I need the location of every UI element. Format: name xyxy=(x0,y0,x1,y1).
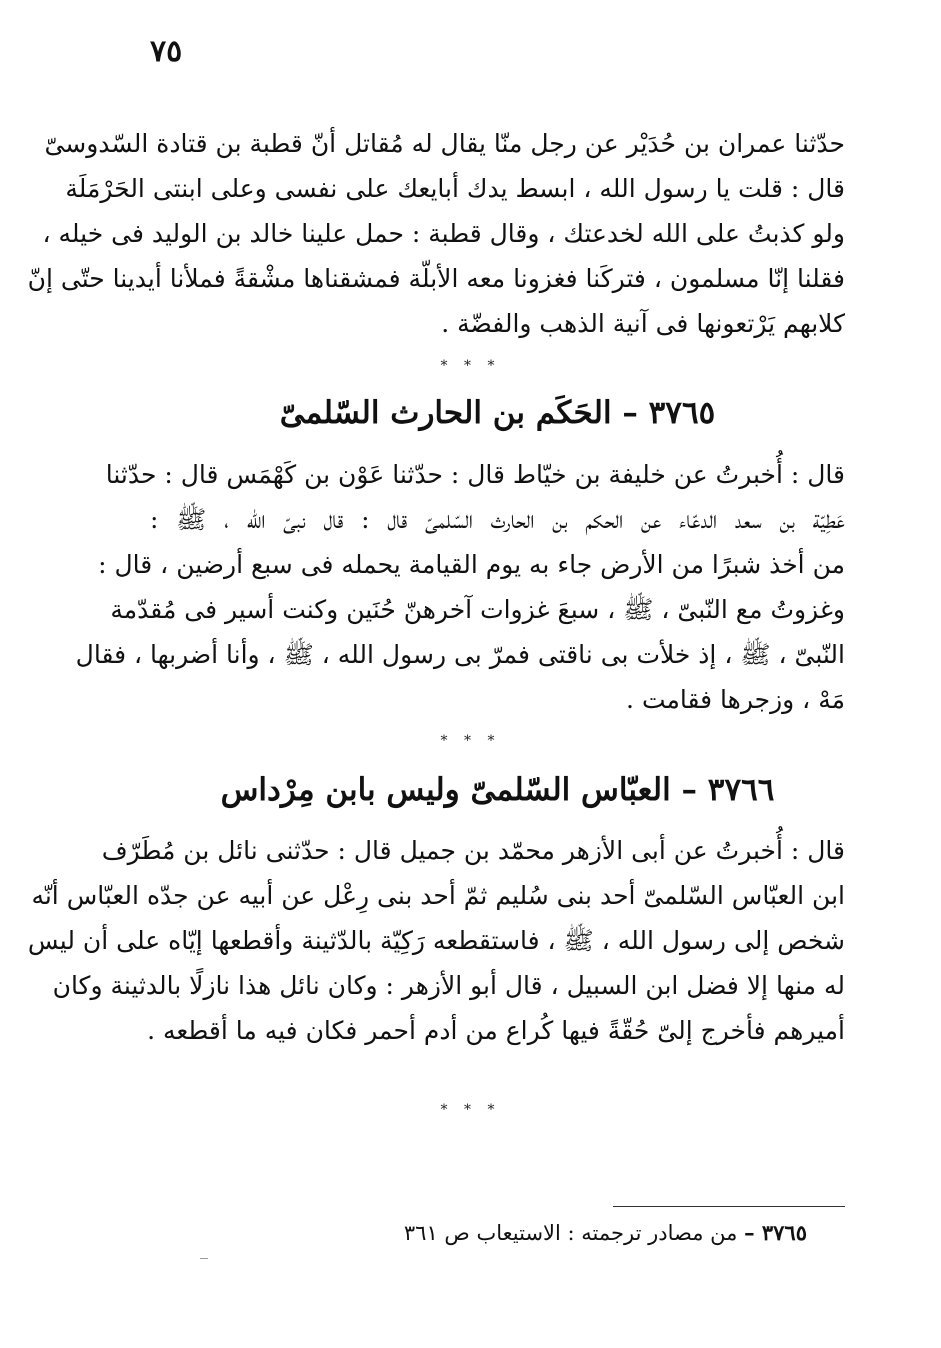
text-line: له منها إلا فضل ابن السبيل ، قال أبو الأزهر : وكان نائل هذا نازلًا بالدثينة وكان xyxy=(52,971,845,1000)
page-number: ٧٥ xyxy=(150,34,183,69)
text-line: حدّثنا عمران بن حُدَيْر عن رجل منّا يقال له مُقاتل أنّ قطبة بن قتادة السّدوسىّ xyxy=(44,129,845,158)
section-separator: * * * xyxy=(440,1102,501,1118)
text-line: مَهْ ، وزجرها فقامت . xyxy=(626,685,845,714)
section-separator: * * * xyxy=(440,358,501,374)
footnote-rule xyxy=(613,1206,845,1207)
text-line: فقلنا إنّا مسلمون ، فتركَنا فغزونا معه الأبلّة فمشقناها مشْقةً فملأنا أيدينا حتّى إنّ xyxy=(27,264,845,293)
section-separator: * * * xyxy=(440,733,501,749)
entry-heading-3765: ٣٧٦٥ – الحَكَم بن الحارث السّلمىّ xyxy=(279,395,716,431)
text-line: ابن العبّاس السّلمىّ أحد بنى سُليم ثمّ أحد بنى رِعْل عن أبيه عن جدّه العبّاس أنّه xyxy=(31,881,845,910)
text-line: قال : أُخبرتُ عن أبى الأزهر محمّد بن جميل قال : حدّثنى نائل بن مُطَرّف xyxy=(101,836,845,865)
intro-paragraph xyxy=(27,121,845,346)
text-line: شخص إلى رسول الله ، ﷺ ، فاستقطعه رَكِيّة بالدّثينة وأقطعها إيّاه على أن ليس xyxy=(27,926,845,955)
text-line: عَطِيّة بن سعد الدعّاء عن الحكم بن الحارث السّلمىّ قال : قال نبىّ الله ، ﷺ : xyxy=(150,505,845,534)
footnote-number: ٣٧٦٥ – xyxy=(744,1220,807,1245)
text-line: النّبىّ ، ﷺ ، إذ خلأت بى ناقتى فمرّ بى رسول الله ، ﷺ ، وأنا أضربها ، فقال xyxy=(75,640,845,669)
text-line: ولو كذبتُ على الله لخدعتك ، وقال قطبة : حمل علينا خالد بن الوليد فى خيله ، xyxy=(42,219,845,248)
text-line: قال : أُخبرتُ عن خليفة بن خيّاط قال : حدّثنا عَوْن بن كَهْمَس قال : حدّثنا xyxy=(105,460,845,489)
text-line: وغزوتُ مع النّبىّ ، ﷺ ، سبعَ غزوات آخرهنّ حُنَين وكنت أسير فى مُقدّمة xyxy=(110,595,845,624)
footnote-text: من مصادر ترجمته : الاستيعاب ص ٣٦١ xyxy=(403,1221,738,1245)
entry-3765-paragraph xyxy=(75,452,845,722)
entry-heading-3766: ٣٧٦٦ – العبّاس السّلمىّ وليس بابن مِرْداس xyxy=(220,772,775,808)
text-line: كلابهم يَرْتعونها فى آنية الذهب والفضّة . xyxy=(441,309,845,338)
footnote xyxy=(380,1217,807,1249)
text-line: قال : قلت يا رسول الله ، ابسط يدك أبايعك على نفسى وعلى ابنتى الحَرْمَلَة xyxy=(65,174,845,203)
entry-3766-paragraph xyxy=(27,828,845,1053)
text-line: أميرهم فأخرج إلىّ حُقّةً فيها كُراع من أدم أحمر فكان فيه ما أقطعه . xyxy=(147,1016,845,1045)
text-line: من أخذ شبرًا من الأرض جاء به يوم القيامة يحمله فى سبع أرضين ، قال : xyxy=(98,550,845,579)
page-mark xyxy=(200,1258,208,1259)
